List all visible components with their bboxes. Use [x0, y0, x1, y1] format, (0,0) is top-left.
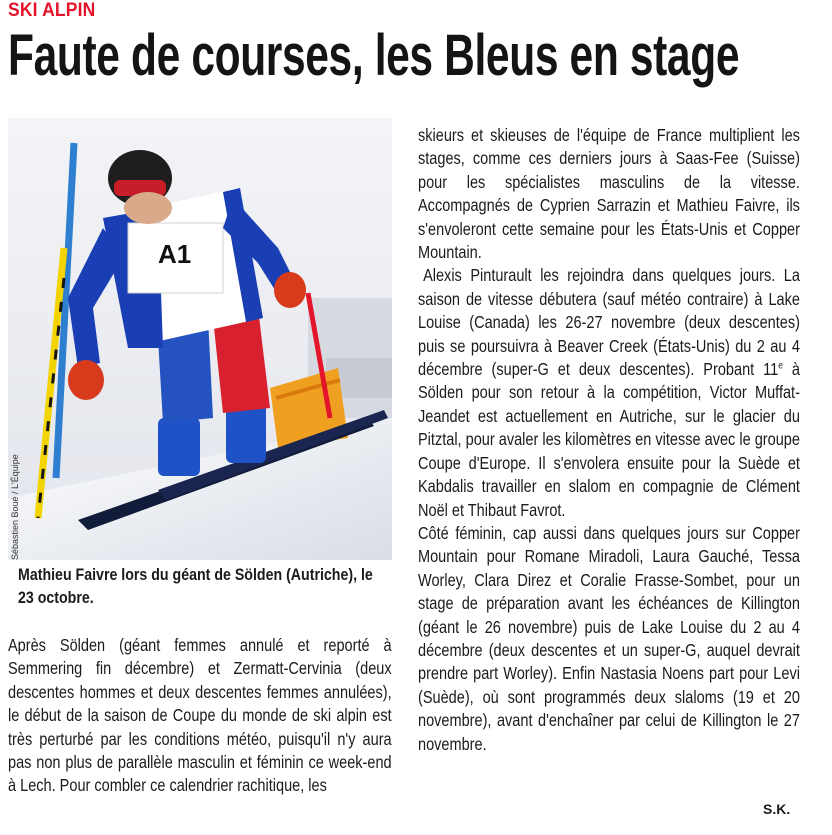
body-text-col1: Après Sölden (géant femmes annulé et reporté à Semmering fin décembre) et Zermatt-Cervinia (deux descentes hommes et deux descentes femmes annulées), le début de la saison de Coupe du monde de ski alpin est très perturbé par les conditions météo, puisqu'il n'y aura pas non plus de parallèle masculin et féminin ce week-end à Lech. Pour combler ce calendrier rachitique, les — [8, 635, 392, 796]
photo-caption: Mathieu Faivre lors du géant de Sölden (Autriche), le 23 octobre. — [18, 566, 373, 607]
body-column-left — [8, 634, 392, 834]
photo-credit: Sébastien Boué / L'Équipe — [10, 454, 20, 560]
article-kicker: SKI ALPIN — [8, 0, 96, 21]
article-photo — [8, 118, 392, 560]
body-column-right — [418, 124, 800, 834]
paragraph-3: Côté féminin, cap aussi dans quelques jours sur Copper Mountain pour Romane Miradoli, Laura Gauché, Tessa Worley, Clara Direz et Coralie Frasse-Sombet, pour un stage de préparation avant les échéances de Killington (géant le 26 novembre) puis de Lake Louise du 2 au 4 décembre (deux descentes et un super-G, auquel devrait prendre part Worley). Enfin Nastasia Noens part pour Levi (Suède), où sont programmés deux slaloms (19 et 20 novembre), avant d'enchaîner par celui de Killington le 27 novembre. — [418, 522, 800, 754]
superscript-ordinal: e — [778, 360, 783, 372]
article-headline: Faute de courses, les Bleus en stage — [8, 23, 740, 88]
author-signature: S.K. — [763, 801, 791, 817]
paragraph-2: Alexis Pinturault les rejoindra dans quelques jours. La saison de vitesse débutera (sauf météo contraire) à Lake Louise (Canada) les 26-27 novembre (deux descentes) puis se poursuivra à Beaver Creek (États-Unis) du 2 au 4 décembre (super-G et deux descentes). Probant 11e à Sölden pour son retour à la compétition, Victor Muffat-Jeandet est actuellement en Autriche, sur le glacier du Pitztal, pour avaler les kilomètres en vitesse avec le groupe Coupe d'Europe. Il s'envolera ensuite pour la Suède et Kabdalis travailler en slalom en compagnie de Clément Noël et Thibaut Favrot. — [418, 265, 800, 520]
paragraph-1: skieurs et skieuses de l'équipe de France multiplient les stages, comme ces derniers jours à Saas-Fee (Suisse) pour les spécialistes masculins de la vitesse. Accompagnés de Cyprien Sarrazin et Mathieu Faivre, ils s'envoleront cette semaine pour les États-Unis et Copper Mountain. — [418, 125, 800, 263]
photo-bib-number: A1 — [158, 239, 192, 269]
